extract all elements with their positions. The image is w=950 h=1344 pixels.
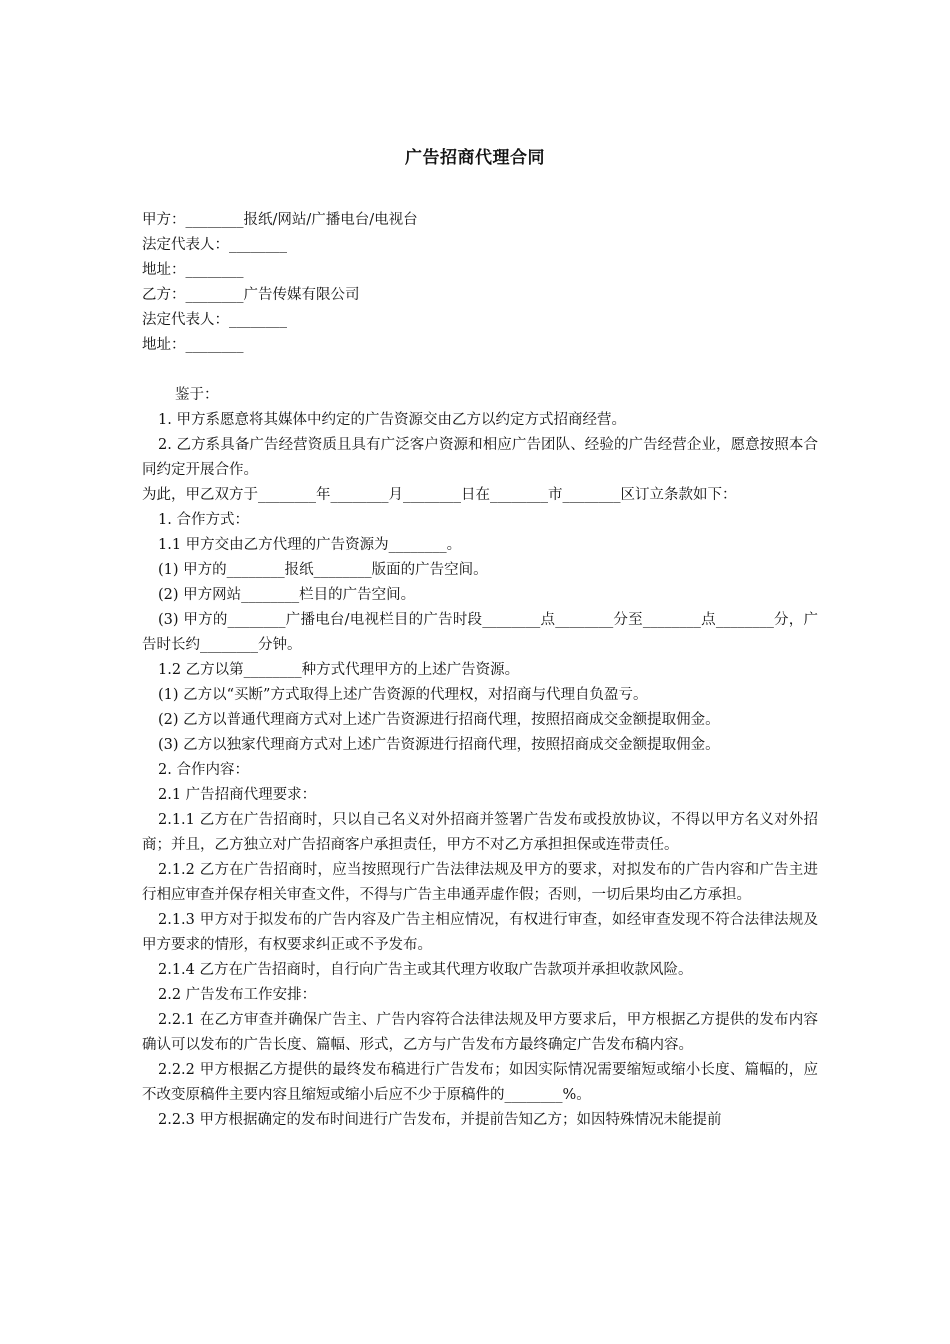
- recital-heading: 鉴于：: [175, 387, 219, 403]
- clause-1-2: 1.2 乙方以第________种方式代理甲方的上述广告资源。: [158, 662, 520, 678]
- clause-2-2-1: 2.2.1 在乙方审查并确保广告主、广告内容符合法律法规及甲方要求后，甲方根据乙方提供的发布内容确认可以发布的广告长度、篇幅、形式，乙方与广告发布方最终确定广告发布稿内容。: [142, 1012, 818, 1053]
- clause-2-1-1: 2.1.1 乙方在广告招商时，只以自己名义对外招商并签署广告发布或投放协议，不得以甲方名义对外招商；并且，乙方独立对广告招商客户承担责任，甲方不对乙方承担担保或连带责任。: [142, 812, 818, 853]
- agreement-date-clause: 为此，甲乙双方于________年________月________日在________市________区订立条款如下：: [142, 487, 737, 503]
- clause-2-1-4: 2.1.4 乙方在广告招商时，自行向广告主或其代理方收取广告款项并承担收款风险。: [158, 962, 693, 978]
- party-b-representative-line: 法定代表人：________: [142, 312, 287, 328]
- party-a-address-line: 地址：________: [142, 262, 244, 278]
- clause-1-2-item-1: (1) 乙方以“买断”方式取得上述广告资源的代理权，对招商与代理自负盈亏。: [158, 687, 648, 703]
- clause-2-1-3: 2.1.3 甲方对于拟发布的广告内容及广告主相应情况，有权进行审查，如经审查发现不符合法律法规及甲方要求的情形，有权要求纠正或不予发布。: [142, 912, 818, 953]
- section-2-heading: 2. 合作内容：: [158, 762, 249, 778]
- clause-2-1: 2.1 广告招商代理要求：: [158, 787, 317, 803]
- section-1-heading: 1. 合作方式：: [158, 512, 249, 528]
- contract-body: [142, 383, 818, 1133]
- clause-1-2-item-3: (3) 乙方以独家代理商方式对上述广告资源进行招商代理，按照招商成交金额提取佣金。: [158, 737, 720, 753]
- clause-2-1-2: 2.1.2 乙方在广告招商时，应当按照现行广告法律法规及甲方的要求，对拟发布的广告内容和广告主进行相应审查并保存相关审查文件，不得与广告主串通弄虚作假；否则，一切后果均由乙方承担。: [142, 862, 818, 903]
- party-a-representative-line: 法定代表人：________: [142, 237, 287, 253]
- party-a-line: 甲方：________报纸/网站/广播电台/电视台: [142, 212, 418, 228]
- clause-2-2-3: 2.2.3 甲方根据确定的发布时间进行广告发布，并提前告知乙方；如因特殊情况未能提前: [158, 1112, 722, 1128]
- clause-1-1-item-3: (3) 甲方的________广播电台/电视栏目的广告时段________点________分至________点________分，广告时长约________分钟。: [142, 612, 818, 653]
- recital-2: 2. 乙方系具备广告经营资质且具有广泛客户资源和相应广告团队、经验的广告经营企业，愿意按照本合同约定开展合作。: [142, 437, 818, 478]
- document-title: 广告招商代理合同: [405, 148, 545, 168]
- recital-1: 1. 甲方系愿意将其媒体中约定的广告资源交由乙方以约定方式招商经营。: [158, 412, 626, 428]
- clause-1-2-item-2: (2) 乙方以普通代理商方式对上述广告资源进行招商代理，按照招商成交金额提取佣金。: [158, 712, 720, 728]
- clause-1-1-item-1: (1) 甲方的________报纸________版面的广告空间。: [158, 562, 488, 578]
- clause-2-2-2: 2.2.2 甲方根据乙方提供的最终发布稿进行广告发布；如因实际情况需要缩短或缩小长度、篇幅的，应不改变原稿件主要内容且缩短或缩小后应不少于原稿件的________%。: [142, 1062, 818, 1103]
- party-b-address-line: 地址：________: [142, 337, 244, 353]
- clause-1-1: 1.1 甲方交由乙方代理的广告资源为________。: [158, 537, 462, 553]
- party-info-block: [142, 208, 822, 358]
- party-b-line: 乙方：________广告传媒有限公司: [142, 287, 360, 303]
- clause-2-2: 2.2 广告发布工作安排：: [158, 987, 317, 1003]
- clause-1-1-item-2: (2) 甲方网站________栏目的广告空间。: [158, 587, 416, 603]
